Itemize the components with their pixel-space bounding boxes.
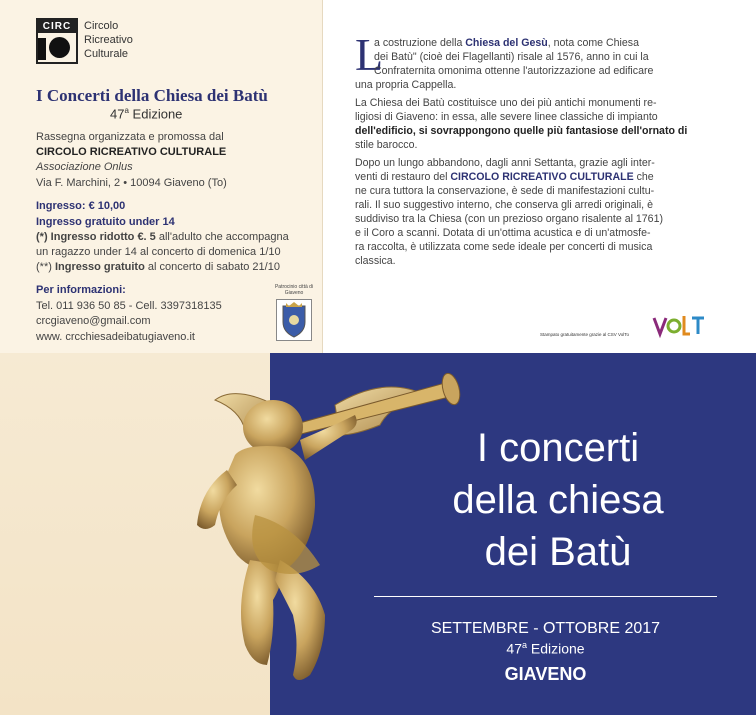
history-text-line: La Chiesa dei Batù costituisce uno dei più antichi monumenti re- xyxy=(355,97,657,109)
history-text-line: Dopo un lungo abbandono, dagli anni Settanta, grazie agli inter- xyxy=(355,157,655,169)
cover-title-line: della chiesa xyxy=(452,478,664,522)
cover-dates: SETTEMBRE - OTTOBRE 2017 xyxy=(430,620,661,637)
organization-type: Associazione Onlus xyxy=(36,161,133,173)
printing-credit: Stampato gratuitamente grazie al CSV VolTo xyxy=(540,332,630,337)
free-concert-note: (**) Ingresso gratuito al concerto di sabato 21/10 xyxy=(36,261,280,273)
logo-name xyxy=(84,19,133,61)
history-text-line: dell'edificio, si sovrappongono quelle più fantasiose dell'ornato di xyxy=(355,125,688,137)
organized-by: Rassegna organizzata e promossa dal xyxy=(36,131,224,143)
contact-phone: Tel. 011 936 50 85 - Cell. 3397318135 xyxy=(36,300,222,312)
history-text-line: ra raccolta, è utilizzata come sede ideale per concerti di musica xyxy=(355,241,653,253)
history-text-line: ne cura tuttora la conservazione, è sede di manifestazioni cultu- xyxy=(355,185,655,197)
logo-name-line: Ricreativo xyxy=(84,34,133,46)
drop-cap: L xyxy=(355,29,384,80)
history-text-line: classica. xyxy=(355,255,396,267)
edition-label: 47$^a$ Edizione xyxy=(110,106,183,122)
organization-name: CIRCOLO RICREATIVO CULTURALE xyxy=(36,146,227,158)
history-text-line: ligiosi di Giaveno: in essa, alle severe linee classiche di impianto xyxy=(355,111,658,123)
cover-divider xyxy=(374,596,717,597)
contact-email[interactable]: crcgiaveno@gmail.com xyxy=(36,315,151,327)
reduced-ticket-note: (*) Ingresso ridotto €. 5 all'adulto che accompagna xyxy=(36,231,289,243)
cover-edition: 47$^a$ Edizione xyxy=(506,640,585,657)
city-coat-of-arms-icon xyxy=(276,299,312,341)
cover-title-line: dei Batù xyxy=(484,530,632,574)
contact-heading: Per informazioni: xyxy=(36,284,126,296)
concert-series-title: I Concerti della Chiesa dei Batù xyxy=(36,86,268,105)
logo-letters: CIRC xyxy=(38,20,76,33)
reduced-ticket-note-2: un ragazzo under 14 al concerto di domenica 1/10 xyxy=(36,246,281,258)
history-text-line: suddiviso tra la Chiesa (con un prezioso organo risalente al 1761) xyxy=(355,213,663,225)
history-text-line: e il Coro a scanni. Dotata di un'ottima acustica e di un'atmosfe- xyxy=(355,227,651,239)
patronage-caption: Patrocinio città di Giaveno xyxy=(274,284,314,296)
cover-title-line: I concerti xyxy=(476,426,640,470)
history-text-line: una propria Cappella. xyxy=(355,79,457,91)
organization-address: Via F. Marchini, 2 • 10094 Giaveno (To) xyxy=(36,177,227,189)
free-entry-under14: Ingresso gratuito under 14 xyxy=(36,216,175,228)
logo-name-line: Culturale xyxy=(84,48,129,60)
cover-city: GIAVENO xyxy=(504,664,587,684)
logo-name-line: Circolo xyxy=(84,20,119,32)
volto-logo xyxy=(650,312,710,340)
history-text-line: rali. Il suo suggestivo interno, che conserva gli arredi originali, è xyxy=(355,199,653,211)
history-text-line: dei Batù" (cioè dei Flagellanti) risale al 1576, anno in cui la xyxy=(374,51,649,63)
ticket-price: Ingresso: € 10,00 xyxy=(36,200,126,212)
history-text-line: venti di restauro del CIRCOLO RICREATIVO CULTURALE che xyxy=(355,171,654,183)
history-text-line: a costruzione della Chiesa del Gesù, nota come Chiesa xyxy=(374,37,639,49)
circolo-logo xyxy=(36,18,78,64)
contact-website[interactable]: www. crcchiesadeibatugiaveno.it xyxy=(36,331,195,343)
history-text-line: stile barocco. xyxy=(355,139,418,151)
history-text-line: Confraternita omonima ottenne l'autorizzazione ad edificare xyxy=(374,65,654,77)
